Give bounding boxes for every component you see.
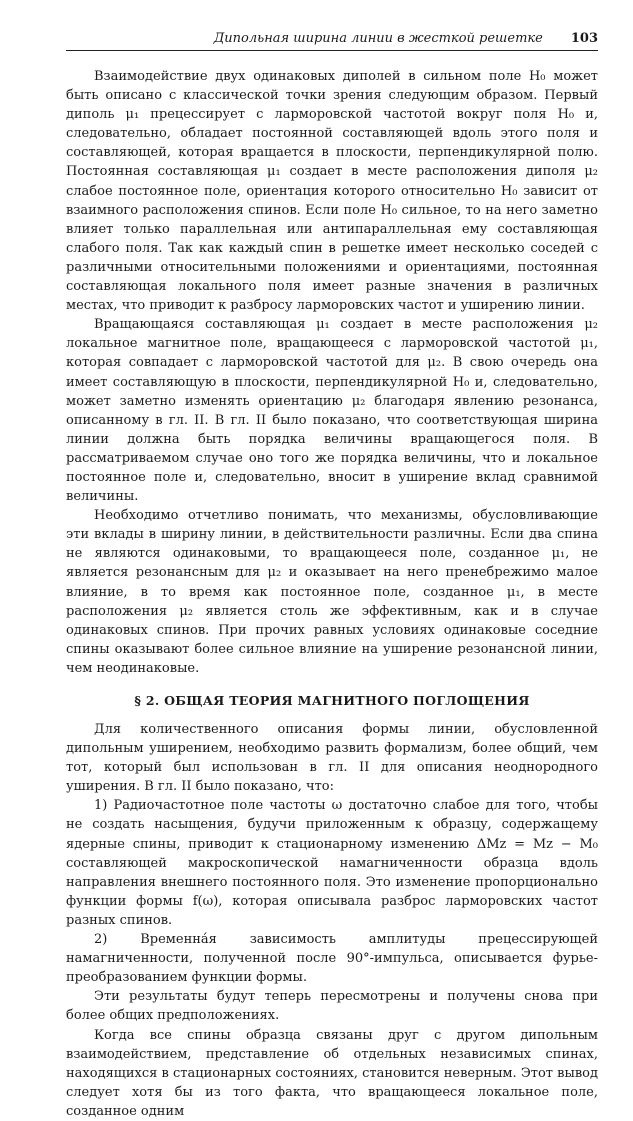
paragraph: Когда все спины образца связаны друг с другом дипольным взаимодействием, представление об отдельных независимых спинах, находящихся в стационарных состояниях, становится неверным. Этот вывод следует хотя бы из того факта, что вращающееся локальное поле, созданное одним — [66, 1027, 598, 1119]
list-item-paragraph: 1) Радиочастотное поле частоты ω достаточно слабое для того, чтобы не создать насыщения, будучи приложенным к образцу, содержащему ядерные спины, приводит к стационарному изменению ΔMz = Mz − M₀ составляющей макроскопической намагниченности образца вдоль направления внешнего постоянного поля. Это изменение пропорционально функции формы f(ω), которая описывала разброс ларморовских частот разных спинов. — [66, 798, 598, 928]
page-number: 103 — [570, 31, 598, 46]
paragraph: Необходимо отчетливо понимать, что механизмы, обусловливающие эти вклады в ширину линии, в действительности различны. Если два спина не являются одинаковыми, то вращающееся поле, созданное μ₁, не является резонансным для μ₂ и оказывает на него пренебрежимо малое влияние, в то время как постоянное поле, созданное μ₁, в месте расположения μ₂ является столь же эффективным, как и в случае одинаковых спинов. При прочих равных условиях одинаковые соседние спины оказывают более сильное влияние на уширение резонансной линии, чем неодинаковые. — [66, 508, 598, 676]
running-title: Дипольная ширина линии в жесткой решетке — [213, 31, 543, 46]
body-text — [66, 67, 598, 1121]
paragraph: Для количественного описания формы линии, обусловленной дипольным уширением, необходимо развить формализм, более общий, чем тот, который был использован в гл. II для описания неоднородного уширения. В гл. II было показано, что: — [66, 722, 598, 795]
book-page — [66, 30, 598, 1121]
running-header — [66, 30, 598, 51]
paragraph: Взаимодействие двух одинаковых диполей в сильном поле H₀ может быть описано с классической точки зрения следующим образом. Первый диполь μ₁ прецессирует с ларморовской частотой вокруг поля H₀ и, следовательно, обладает постоянной составляющей вдоль этого поля и составляющей, которая вращается в плоскости, перпендикулярной полю. Постоянная составляющая μ₁ создает в месте расположения диполя μ₂ слабое постоянное поле, ориентация которого относительно H₀ зависит от взаимного расположения спинов. Если поле H₀ сильное, то на него заметно влияет только параллельная или антипараллельная ему составляющая слабого поля. Так как каждый спин в решетке имеет несколько соседей с различными относительными положениями и ориентациями, постоянная составляющая локального поля имеет разные значения в различных местах, что приводит к разбросу ларморовских частот и уширению линии. — [66, 69, 598, 314]
section-heading: § 2. ОБЩАЯ ТЕОРИЯ МАГНИТНОГО ПОГЛОЩЕНИЯ — [134, 693, 530, 708]
list-item-paragraph: 2) Временна́я зависимость амплитуды прецессирующей намагниченности, полученной после 90°-импульса, описывается фурье-преобразованием функции формы. — [66, 932, 598, 986]
paragraph: Вращающаяся составляющая μ₁ создает в месте расположения μ₂ локальное магнитное поле, вращающееся с ларморовской частотой μ₁, которая совпадает с ларморовской частотой для μ₂. В свою очередь она имеет составляющую в плоскости, перпендикулярной H₀ и, следовательно, может заметно изменять ориентацию μ₂ благодаря явлению резонанса, описанному в гл. II. В гл. II было показано, что соответствующая ширина линии должна быть порядка величины вращающегося поля. В рассматриваемом случае оно того же порядка величины, что и локальное постоянное поле и, следовательно, вносит в уширение вклад сравнимой величины. — [66, 317, 598, 505]
paragraph: Эти результаты будут теперь пересмотрены и получены снова при более общих предположениях. — [66, 989, 598, 1024]
